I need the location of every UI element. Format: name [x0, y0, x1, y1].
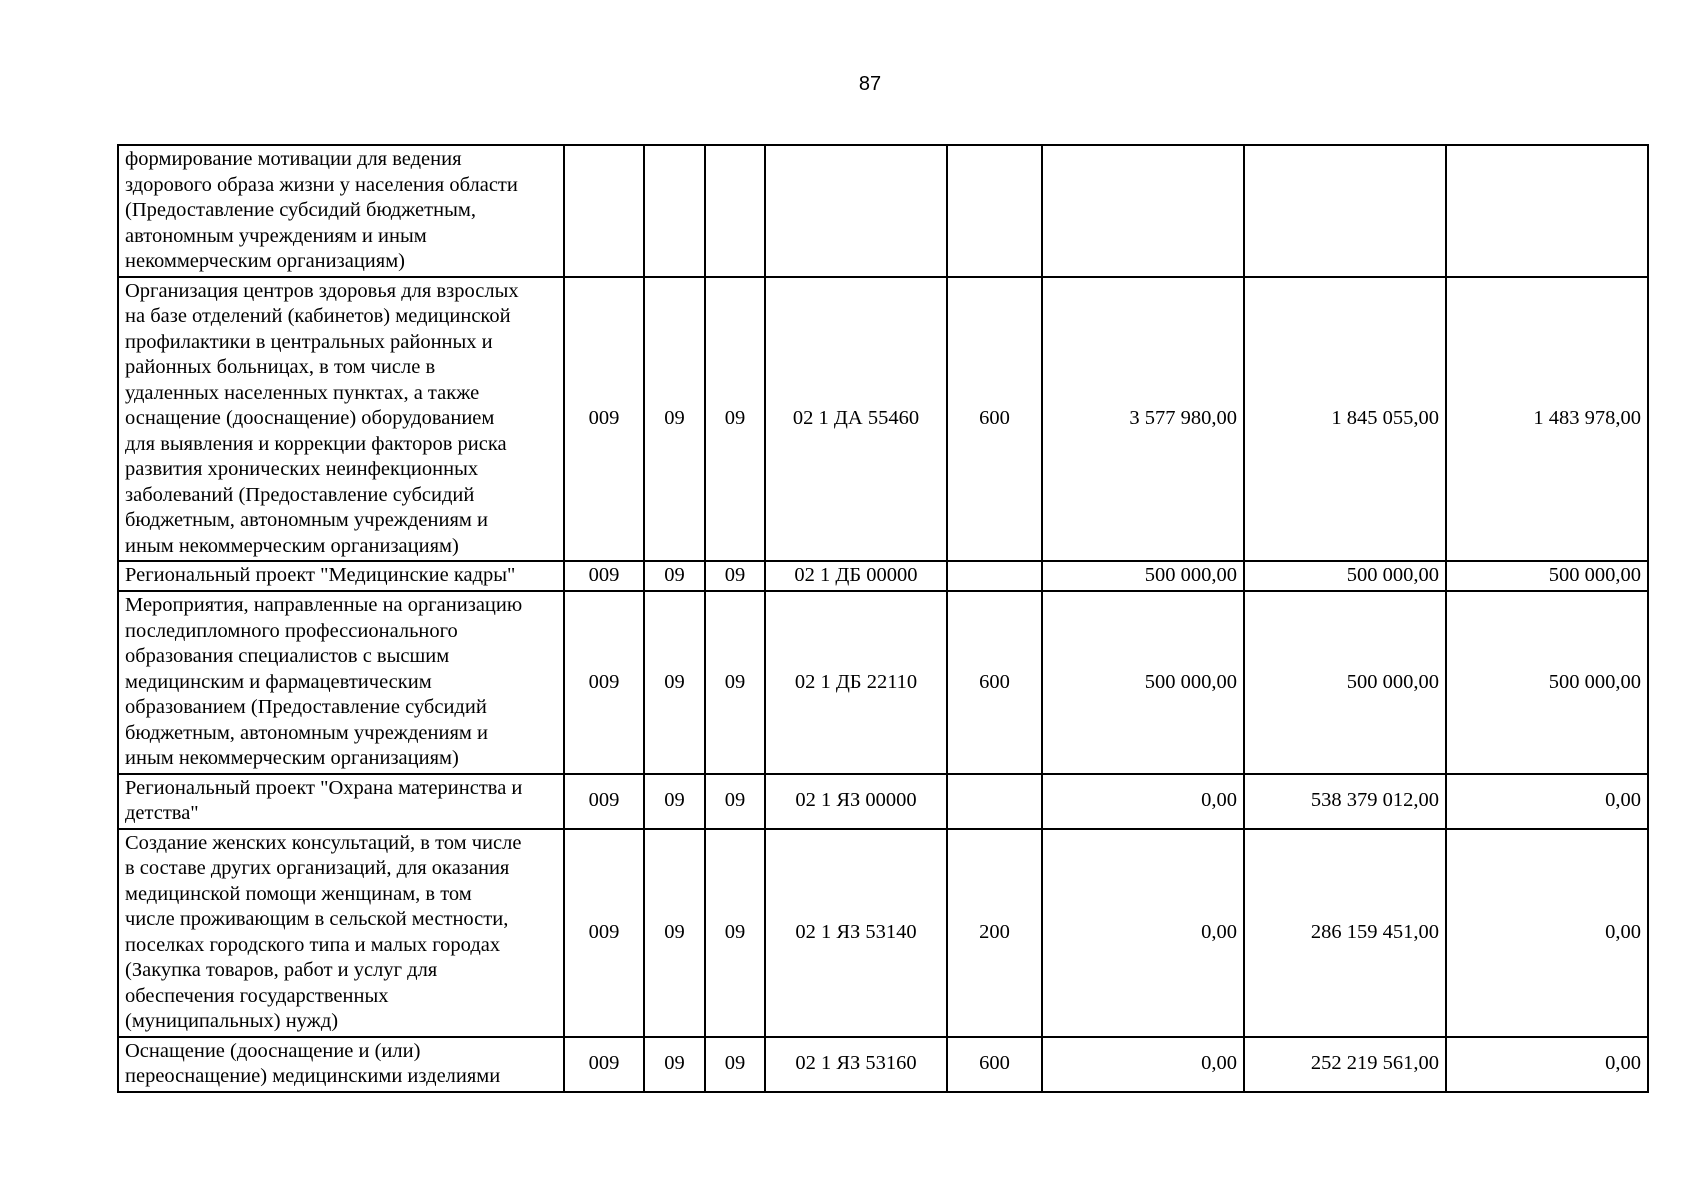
target-article-cell: 02 1 ЯЗ 53140	[765, 829, 947, 1037]
amount-2-cell: 538 379 012,00	[1244, 774, 1446, 829]
amount-1-cell: 3 577 980,00	[1042, 277, 1244, 562]
expense-type-cell: 200	[947, 829, 1042, 1037]
budget-table-body	[118, 145, 1648, 1092]
ministry-code-cell: 009	[564, 1037, 644, 1092]
target-article-cell: 02 1 ДБ 22110	[765, 591, 947, 774]
amount-3-cell	[1446, 145, 1648, 277]
budget-table	[117, 144, 1649, 1093]
target-article-cell: 02 1 ЯЗ 53160	[765, 1037, 947, 1092]
subsection-code-cell: 09	[705, 829, 765, 1037]
amount-3-cell: 500 000,00	[1446, 561, 1648, 591]
table-row	[118, 561, 1648, 591]
amount-3-cell: 1 483 978,00	[1446, 277, 1648, 562]
target-article-cell	[765, 145, 947, 277]
row-description: Создание женских консультаций, в том числе в составе других организаций, для оказания медицинской помощи женщинам, в том числе проживающим в сельской местности, поселках городского типа и малых городах (Закупка товаров, работ и услуг для обеспечения государственных (муниципальных) нужд)	[118, 829, 564, 1037]
row-description: Оснащение (дооснащение и (или) переоснащение) медицинскими изделиями	[118, 1037, 564, 1092]
amount-2-cell: 286 159 451,00	[1244, 829, 1446, 1037]
amount-2-cell: 252 219 561,00	[1244, 1037, 1446, 1092]
expense-type-cell: 600	[947, 277, 1042, 562]
subsection-code-cell	[705, 145, 765, 277]
row-description: Мероприятия, направленные на организацию последипломного профессионального образования специалистов с высшим медицинским и фармацевтическим образованием (Предоставление субсидий бюджетным, автономным учреждениям и иным некоммерческим организациям)	[118, 591, 564, 774]
ministry-code-cell	[564, 145, 644, 277]
target-article-cell: 02 1 ЯЗ 00000	[765, 774, 947, 829]
amount-2-cell: 500 000,00	[1244, 591, 1446, 774]
amount-2-cell: 1 845 055,00	[1244, 277, 1446, 562]
row-description: Региональный проект "Медицинские кадры"	[118, 561, 564, 591]
section-code-cell: 09	[644, 1037, 705, 1092]
table-row	[118, 277, 1648, 562]
section-code-cell	[644, 145, 705, 277]
ministry-code-cell: 009	[564, 591, 644, 774]
table-row	[118, 145, 1648, 277]
subsection-code-cell: 09	[705, 277, 765, 562]
ministry-code-cell: 009	[564, 277, 644, 562]
subsection-code-cell: 09	[705, 561, 765, 591]
table-row	[118, 591, 1648, 774]
table-row	[118, 829, 1648, 1037]
row-description: Организация центров здоровья для взрослых на базе отделений (кабинетов) медицинской профилактики в центральных районных и районных больницах, в том числе в удаленных населенных пунктах, а также оснащение (дооснащение) оборудованием для выявления и коррекции факторов риска развития хронических неинфекционных заболеваний (Предоставление субсидий бюджетным, автономным учреждениям и иным некоммерческим организациям)	[118, 277, 564, 562]
amount-1-cell: 0,00	[1042, 774, 1244, 829]
row-description: Региональный проект "Охрана материнства и детства"	[118, 774, 564, 829]
section-code-cell: 09	[644, 277, 705, 562]
subsection-code-cell: 09	[705, 1037, 765, 1092]
amount-3-cell: 0,00	[1446, 774, 1648, 829]
amount-1-cell: 0,00	[1042, 829, 1244, 1037]
section-code-cell: 09	[644, 591, 705, 774]
expense-type-cell	[947, 145, 1042, 277]
expense-type-cell	[947, 561, 1042, 591]
section-code-cell: 09	[644, 774, 705, 829]
table-row	[118, 1037, 1648, 1092]
amount-3-cell: 500 000,00	[1446, 591, 1648, 774]
amount-2-cell	[1244, 145, 1446, 277]
amount-3-cell: 0,00	[1446, 1037, 1648, 1092]
target-article-cell: 02 1 ДА 55460	[765, 277, 947, 562]
expense-type-cell: 600	[947, 1037, 1042, 1092]
page-number: 87	[858, 73, 882, 95]
amount-1-cell: 0,00	[1042, 1037, 1244, 1092]
amount-2-cell: 500 000,00	[1244, 561, 1446, 591]
ministry-code-cell: 009	[564, 829, 644, 1037]
table-row	[118, 774, 1648, 829]
section-code-cell: 09	[644, 829, 705, 1037]
expense-type-cell: 600	[947, 591, 1042, 774]
amount-3-cell: 0,00	[1446, 829, 1648, 1037]
subsection-code-cell: 09	[705, 774, 765, 829]
amount-1-cell: 500 000,00	[1042, 561, 1244, 591]
amount-1-cell	[1042, 145, 1244, 277]
amount-1-cell: 500 000,00	[1042, 591, 1244, 774]
section-code-cell: 09	[644, 561, 705, 591]
row-description: формирование мотивации для ведения здорового образа жизни у населения области (Предоставление субсидий бюджетным, автономным учреждениям и иным некоммерческим организациям)	[118, 145, 564, 277]
subsection-code-cell: 09	[705, 591, 765, 774]
expense-type-cell	[947, 774, 1042, 829]
ministry-code-cell: 009	[564, 774, 644, 829]
ministry-code-cell: 009	[564, 561, 644, 591]
target-article-cell: 02 1 ДБ 00000	[765, 561, 947, 591]
